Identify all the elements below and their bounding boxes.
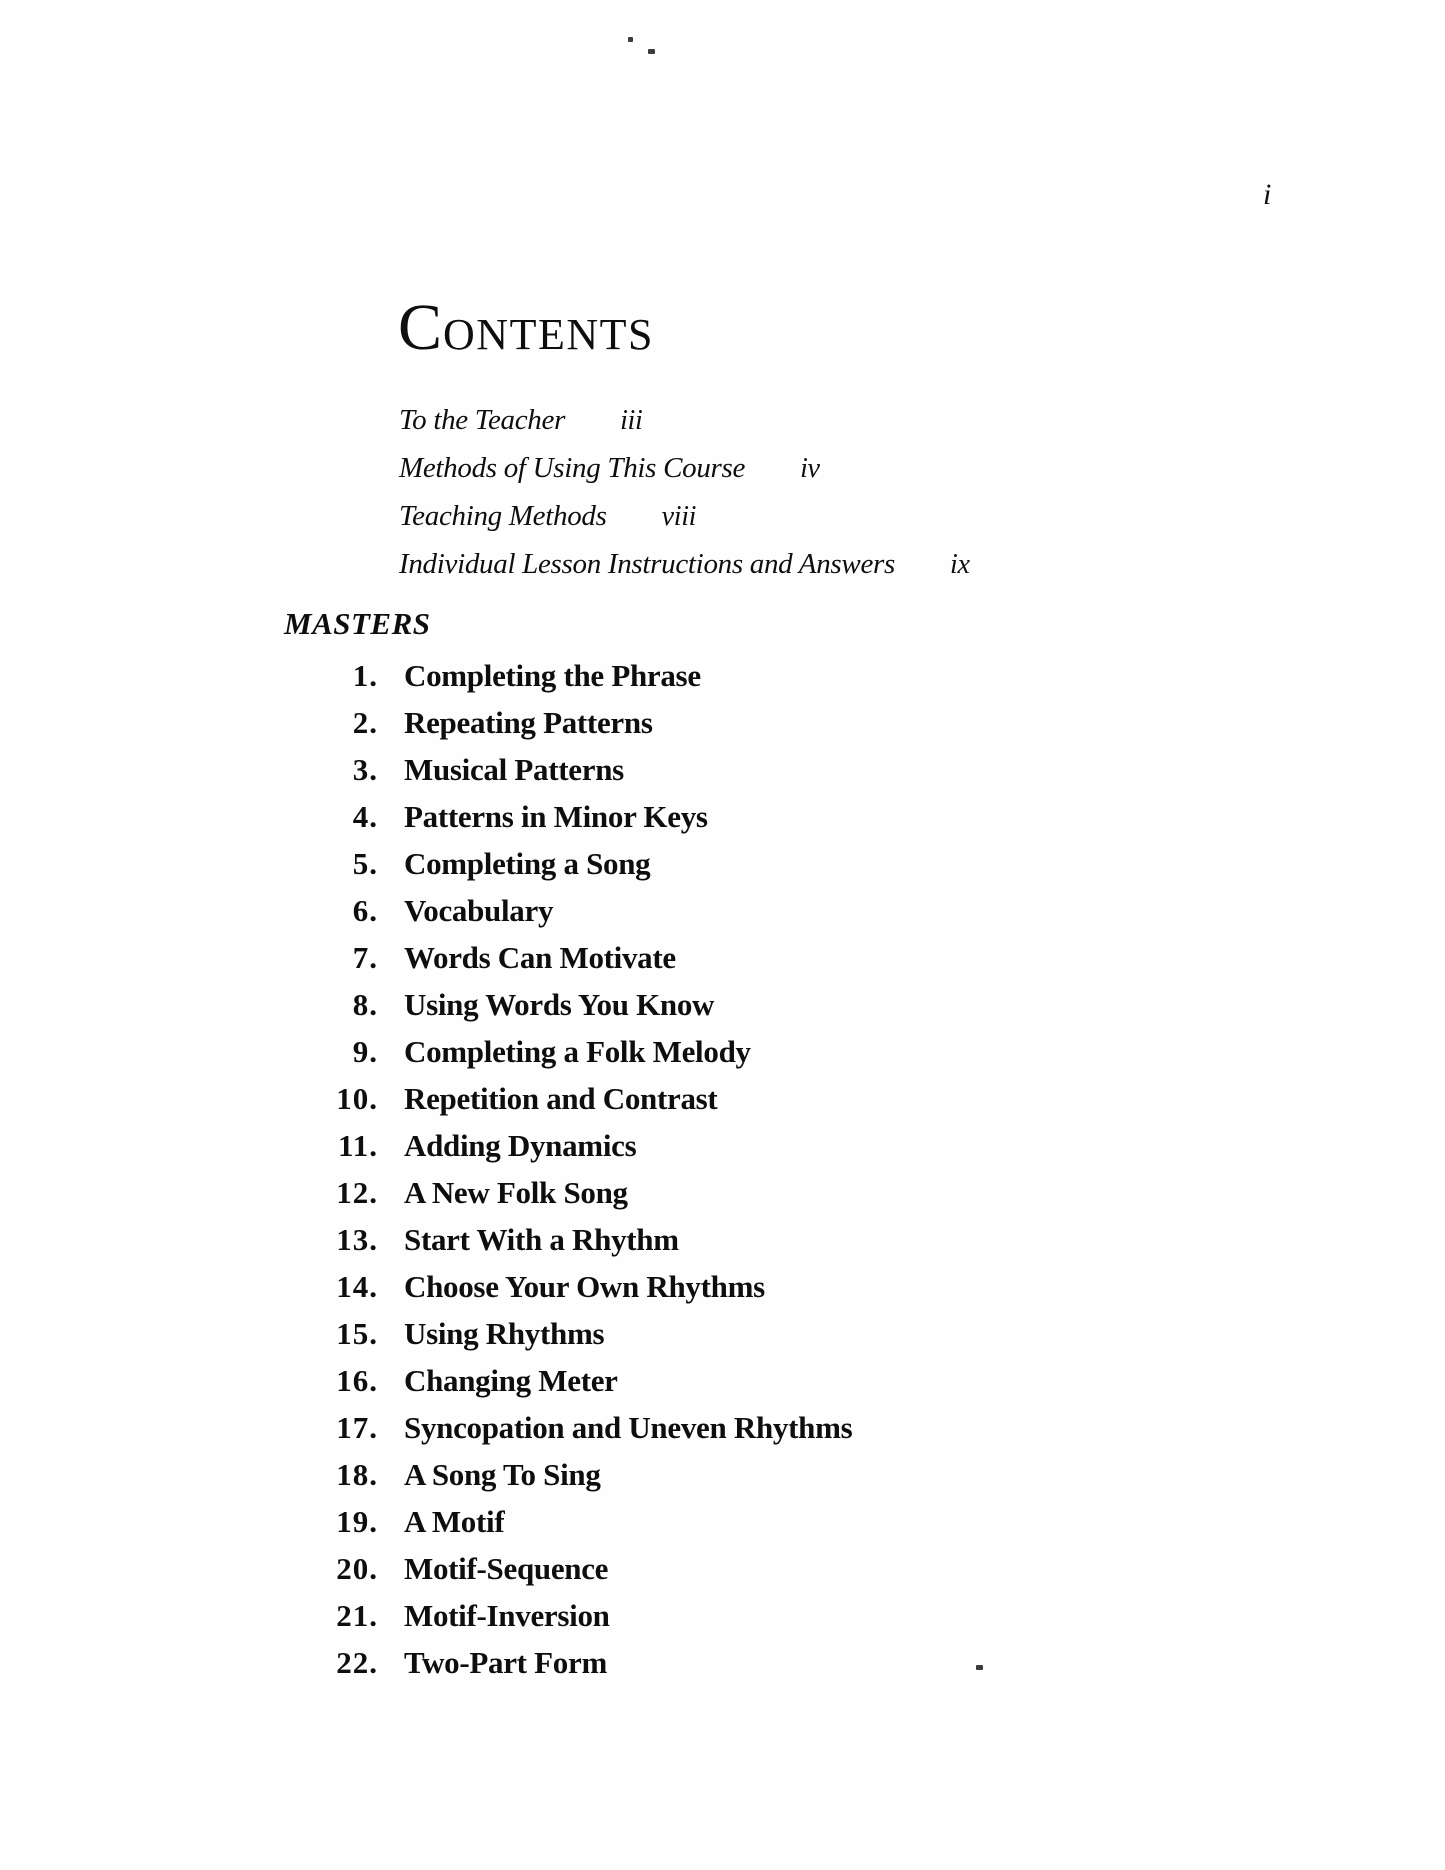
toc-entry-title: Start With a Rhythm bbox=[404, 1222, 679, 1257]
toc-entry-number: 13. bbox=[336, 1222, 378, 1257]
toc-entry-number: 5. bbox=[352, 846, 378, 881]
page-title-initial: C bbox=[398, 291, 444, 364]
toc-entry bbox=[0, 746, 852, 793]
toc-entry-title: Adding Dynamics bbox=[404, 1128, 637, 1163]
toc-entry-title: Completing a Song bbox=[404, 846, 651, 881]
front-matter-entry bbox=[399, 396, 970, 444]
toc-entry-title: Musical Patterns bbox=[404, 752, 624, 787]
front-matter-entry-page: iv bbox=[800, 453, 820, 484]
toc-entry-title: Choose Your Own Rhythms bbox=[404, 1269, 765, 1304]
toc-entry bbox=[0, 1357, 852, 1404]
page-title-rest: ONTENTS bbox=[443, 310, 654, 359]
toc-entry bbox=[0, 1169, 852, 1216]
page-title bbox=[398, 290, 654, 366]
toc-entry-number: 4. bbox=[352, 799, 378, 834]
toc-entry bbox=[0, 1216, 852, 1263]
toc-entry bbox=[0, 699, 852, 746]
toc-entry-number: 21. bbox=[336, 1598, 378, 1633]
toc-entry bbox=[0, 1498, 852, 1545]
masters-section-heading: MASTERS bbox=[284, 606, 431, 641]
toc-entry-number: 3. bbox=[352, 752, 378, 787]
toc-entry-title: Completing a Folk Melody bbox=[404, 1034, 751, 1069]
scan-speck bbox=[628, 37, 633, 42]
scan-speck bbox=[976, 1665, 983, 1670]
toc-entry-number: 9. bbox=[352, 1034, 378, 1069]
toc-entry bbox=[0, 934, 852, 981]
front-matter-entry-page: iii bbox=[620, 405, 643, 436]
toc-entry bbox=[0, 1122, 852, 1169]
toc-entry-title: Using Rhythms bbox=[404, 1316, 605, 1351]
toc-entry-number: 16. bbox=[336, 1363, 378, 1398]
toc-entry-title: Completing the Phrase bbox=[404, 658, 701, 693]
page-number: i bbox=[1263, 178, 1272, 211]
toc-entry bbox=[0, 1545, 852, 1592]
toc-entry-number: 14. bbox=[336, 1269, 378, 1304]
toc-entry-number: 17. bbox=[336, 1410, 378, 1445]
front-matter-entry-label: Methods of Using This Course bbox=[399, 452, 746, 484]
toc-entry bbox=[0, 981, 852, 1028]
front-matter-entry bbox=[399, 492, 970, 540]
toc-entry bbox=[0, 1075, 852, 1122]
scan-speck bbox=[648, 49, 655, 54]
toc-entry bbox=[0, 887, 852, 934]
toc-entry-number: 8. bbox=[352, 987, 378, 1022]
toc-entry-number: 18. bbox=[336, 1457, 378, 1492]
toc-entry-number: 15. bbox=[336, 1316, 378, 1351]
toc-entry-number: 19. bbox=[336, 1504, 378, 1539]
front-matter-list bbox=[399, 396, 970, 588]
toc-entry-title: Changing Meter bbox=[404, 1363, 618, 1398]
toc-entry-number: 7. bbox=[352, 940, 378, 975]
toc-entry-title: Repetition and Contrast bbox=[404, 1081, 718, 1116]
toc-entry-title: Patterns in Minor Keys bbox=[404, 799, 708, 834]
front-matter-entry-label: Teaching Methods bbox=[399, 500, 607, 532]
toc-entry bbox=[0, 1310, 852, 1357]
toc-entry bbox=[0, 1592, 852, 1639]
toc-entry-title: Motif-Sequence bbox=[404, 1551, 609, 1586]
toc-entry-number: 22. bbox=[336, 1645, 378, 1680]
toc-entry-title: Repeating Patterns bbox=[404, 705, 653, 740]
toc-entry-title: Two-Part Form bbox=[404, 1645, 607, 1680]
toc-entry-title: A Motif bbox=[404, 1504, 505, 1539]
toc-entry-title: Using Words You Know bbox=[404, 987, 715, 1022]
toc-entry-title: Words Can Motivate bbox=[404, 940, 676, 975]
toc-entry-number: 10. bbox=[336, 1081, 378, 1116]
toc-entry bbox=[0, 1404, 852, 1451]
front-matter-entry bbox=[399, 540, 970, 588]
toc-entry-title: Motif-Inversion bbox=[404, 1598, 610, 1633]
toc-entry bbox=[0, 840, 852, 887]
front-matter-entry-label: To the Teacher bbox=[399, 404, 566, 436]
toc-entry bbox=[0, 1263, 852, 1310]
toc-entry bbox=[0, 793, 852, 840]
front-matter-entry-page: ix bbox=[950, 549, 970, 580]
toc-entry-title: A New Folk Song bbox=[404, 1175, 628, 1210]
toc-entry-title: Vocabulary bbox=[404, 893, 554, 928]
toc-entry-title: A Song To Sing bbox=[404, 1457, 601, 1492]
toc-entry-number: 6. bbox=[352, 893, 378, 928]
front-matter-entry bbox=[399, 444, 970, 492]
toc-entry-number: 11. bbox=[337, 1128, 378, 1163]
toc-entry-number: 20. bbox=[336, 1551, 378, 1586]
front-matter-entry-label: Individual Lesson Instructions and Answers bbox=[399, 548, 895, 580]
toc-entry-number: 12. bbox=[336, 1175, 378, 1210]
front-matter-entry-page: viii bbox=[661, 501, 697, 532]
toc-entry-title: Syncopation and Uneven Rhythms bbox=[404, 1410, 853, 1445]
masters-list bbox=[0, 652, 852, 1686]
toc-entry-number: 1. bbox=[352, 658, 378, 693]
toc-entry bbox=[0, 1451, 852, 1498]
toc-entry bbox=[0, 1028, 852, 1075]
toc-entry bbox=[0, 652, 852, 699]
toc-entry bbox=[0, 1639, 852, 1686]
toc-entry-number: 2. bbox=[352, 705, 378, 740]
